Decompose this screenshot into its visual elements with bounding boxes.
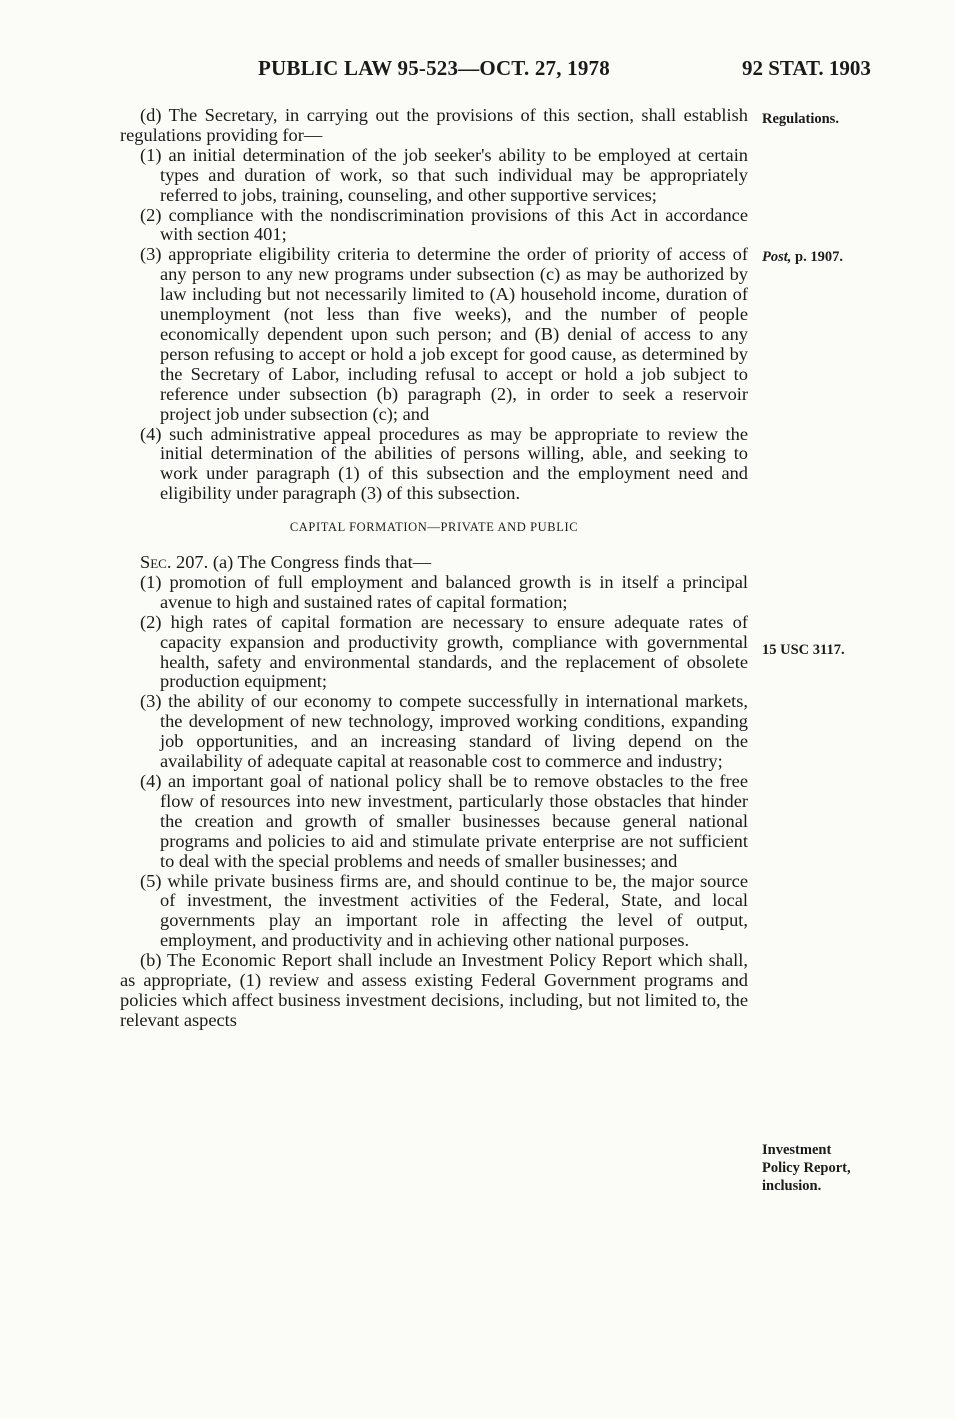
margin-note-post-prefix: Post, xyxy=(762,249,792,265)
margin-note-regulations: Regulations. xyxy=(762,111,839,127)
section-207-b: (b) The Economic Report shall include an Investment Policy Report which shall, as appropriate, (1) review and assess existing Federal Government programs and policies which affect business investment decisions, including, but not limited to, the relevant aspects xyxy=(120,950,748,1030)
section-207-intro xyxy=(120,553,748,573)
body-text xyxy=(120,106,748,1031)
section-d-item: (4) such administrative appeal procedures as may be appropriate to review the initial determination of the abilities of persons willing, able, and seeking to work under paragraph (1) of this subsection and the employment need and eligibility under paragraph (3) of this subsection. xyxy=(140,423,748,504)
margin-note-investment: Investment Policy Report, inclusion. xyxy=(762,1142,851,1194)
section-d-item: (1) an initial determination of the job seeker's ability to be employed at certain types and duration of work, so that such individual may be appropriately referred to jobs, training, counseling, and other supportive services; xyxy=(140,144,748,205)
margin-note-post xyxy=(762,248,882,266)
section-207-item: (4) an important goal of national policy shall be to remove obstacles to the free flow of resources into new investment, particularly those obstacles that hinder the creation and growth of smaller businesses because general national programs and policies to aid and stimulate private enterprise are not sufficient to deal with the special problems and needs of smaller businesses; and xyxy=(140,771,748,871)
section-d-intro: (d) The Secretary, in carrying out the provisions of this section, shall establish regulations providing for— xyxy=(120,105,748,145)
page-title: PUBLIC LAW 95-523—OCT. 27, 1978 xyxy=(258,56,610,80)
section-207-item: (1) promotion of full employment and balanced growth is in itself a principal avenue to high and sustained rates of capital formation; xyxy=(140,571,748,612)
section-207-item: (5) while private business firms are, and should continue to be, the major source of investment, the investment activities of the Federal, State, and local governments play an important role in affecting the level of output, employment, and productivity and in achieving other national purposes. xyxy=(140,870,748,951)
section-d-item: (3) appropriate eligibility criteria to determine the order of priority of access of any person to any new programs under subsection (c) as may be authorized by law including but not necessarily limited to (A) household income, duration of unemployment (not less than five weeks), and the number of people economically dependent upon such person; and (B) denial of access to any person refusing to accept or hold a job except for good cause, as determined by the Secretary of Labor, including refusal to accept or hold a job subject to reference under subsection (b) paragraph (2), in order to seek a reservoir project job under subsection (c); and xyxy=(140,244,748,424)
sec-label: Sec. xyxy=(140,552,172,573)
section-207-intro-text: 207. (a) The Congress finds that— xyxy=(171,552,432,573)
margin-note-usc: 15 USC 3117. xyxy=(762,642,845,658)
margin-note-post-page: p. 1907. xyxy=(791,249,843,265)
section-207-item: (2) high rates of capital formation are necessary to ensure adequate rates of capacity expansion and productivity growth, compliance with governmental health, safety and environmental standards, and the replacement of obsolete production equipment; xyxy=(140,611,748,692)
section-207-item: (3) the ability of our economy to compete successfully in international markets, the development of new technology, improved working conditions, expanding job opportunities, and an increasing standard of living depend on the availability of adequate capital at reasonable cost to commerce and industry; xyxy=(140,691,748,772)
page-header xyxy=(0,56,955,86)
statute-page-number: 92 STAT. 1903 xyxy=(742,56,871,80)
section-d-item: (2) compliance with the nondiscrimination provisions of this Act in accordance with section 401; xyxy=(140,204,748,245)
section-heading: CAPITAL FORMATION—PRIVATE AND PUBLIC xyxy=(289,520,579,535)
